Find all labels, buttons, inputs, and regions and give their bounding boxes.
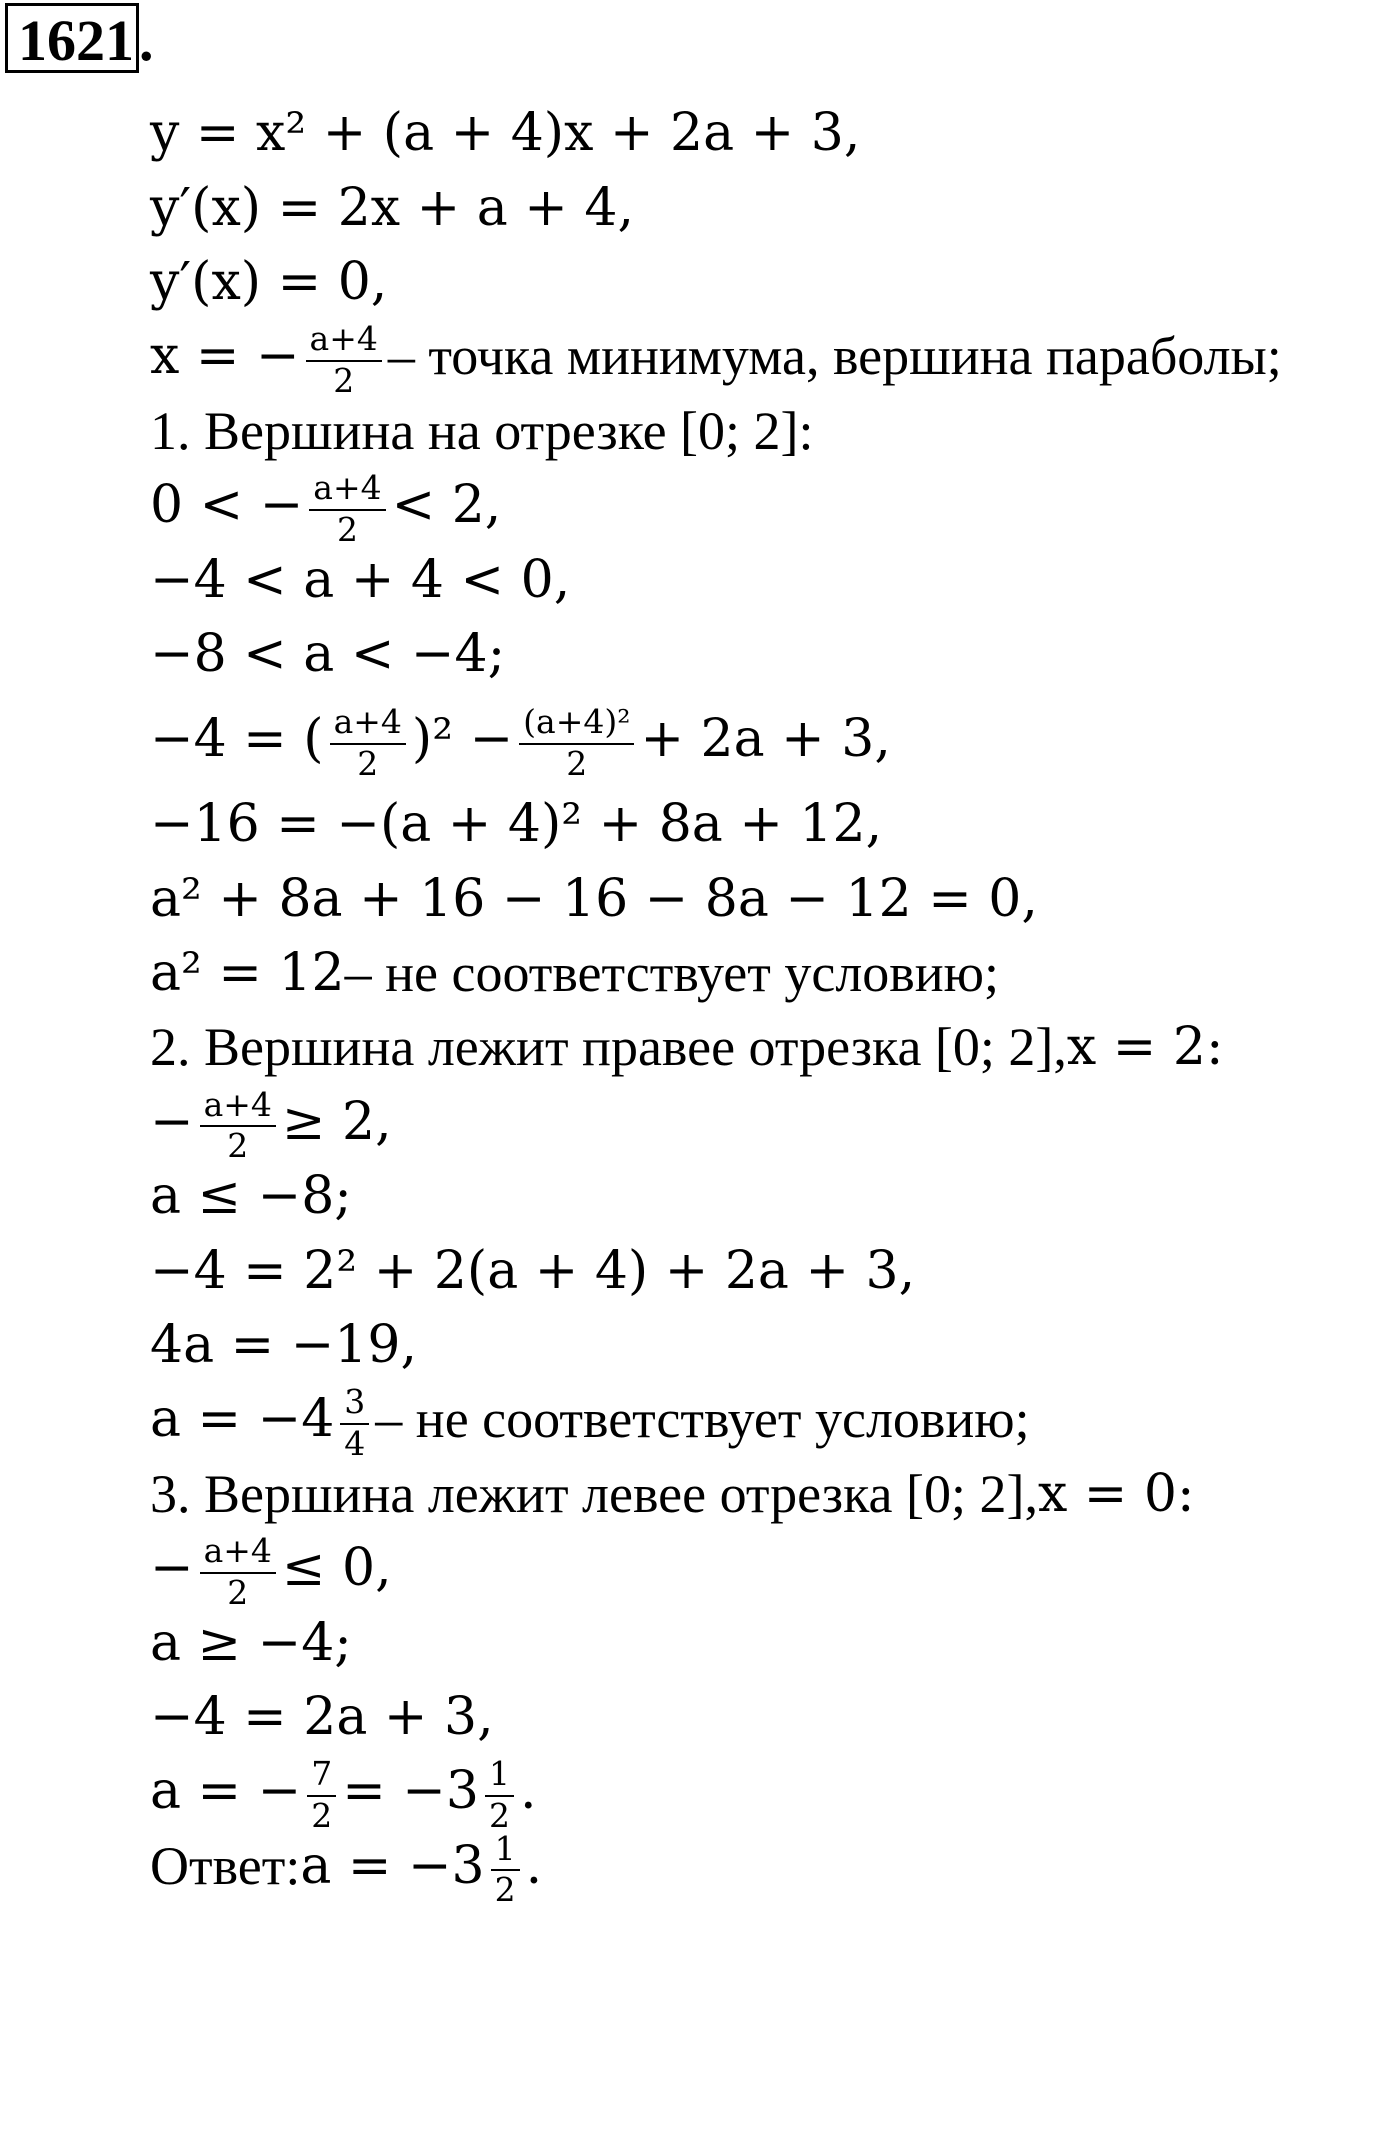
case-heading [150, 1010, 1390, 1084]
answer-label: Ответ: [150, 1835, 301, 1896]
solution-line [150, 319, 1390, 400]
fraction-denominator: 4 [344, 1423, 366, 1463]
solution-line [150, 1754, 1390, 1835]
solution-line: a² + 8a + 16 − 16 − 8a − 12 = 0, [150, 868, 1038, 929]
solution-line [150, 936, 1390, 1010]
fraction-denominator: 2 [494, 1870, 516, 1910]
fraction-denominator: 2 [333, 360, 355, 400]
formula-text: . [525, 1835, 543, 1896]
fraction-numerator: 7 [307, 1757, 336, 1797]
solution-line: a ≥ −4; [150, 1612, 352, 1673]
formula-text: ≥ 2, [281, 1091, 392, 1152]
fraction [307, 1754, 336, 1835]
solution-line: y′(x) = 2x + a + 4, [150, 177, 634, 238]
formula-text: < 2, [391, 475, 502, 536]
solution-line: 4a = −19, [150, 1315, 417, 1376]
formula-text: a² = 12 [150, 943, 345, 1004]
solution-line: −16 = −(a + 4)² + 8a + 12, [150, 794, 883, 855]
solution-line [150, 1084, 1390, 1166]
fraction [309, 468, 385, 549]
fraction [491, 1828, 520, 1910]
explanation-text: 2. Вершина лежит правее отрезка [0; 2], [150, 1017, 1067, 1078]
formula-text: −4 = ( [150, 709, 324, 770]
solution-line: a ≤ −8; [150, 1166, 352, 1227]
fraction-numerator: 1 [491, 1832, 520, 1872]
formula-text: a = − [150, 1761, 302, 1822]
solution-line [150, 691, 1390, 787]
fraction-numerator: 3 [340, 1385, 369, 1425]
solution-line: y = x² + (a + 4)x + 2a + 3, [150, 103, 861, 164]
formula-text: ≤ 0, [281, 1538, 392, 1599]
fraction-numerator: a+4 [330, 705, 406, 745]
fraction-numerator: a+4 [200, 1088, 276, 1128]
formula-text: − [150, 1091, 194, 1152]
fraction-denominator: 2 [488, 1795, 510, 1835]
formula-text: = −3 [342, 1761, 479, 1822]
explanation-text: 3. Вершина лежит левее отрезка [0; 2], [150, 1463, 1038, 1524]
solution-line [150, 1531, 1390, 1612]
fraction-numerator: a+4 [309, 471, 385, 511]
formula-text: x = − [150, 326, 300, 387]
solution-line [150, 1382, 1390, 1463]
formula-text: x = 0: [1037, 1463, 1195, 1524]
fraction [519, 701, 634, 783]
case-heading: 1. Вершина на отрезке [0; 2]: [150, 400, 814, 461]
answer-line [150, 1828, 1390, 1910]
problem-number: 1621. [5, 3, 154, 73]
fraction-denominator: 2 [227, 1126, 249, 1166]
fraction-denominator: 2 [336, 509, 358, 549]
fraction [200, 1531, 276, 1612]
solution-body [150, 96, 1390, 1910]
fraction [330, 701, 406, 783]
solution-line: −4 = 2a + 3, [150, 1687, 494, 1747]
fraction [340, 1382, 369, 1463]
fraction [200, 1084, 276, 1166]
formula-text: 0 < − [150, 475, 304, 536]
solution-line: −8 < a < −4; [150, 623, 506, 684]
explanation-text: – точка минимума, вершина параболы; [387, 326, 1282, 387]
formula-text: . [519, 1761, 537, 1822]
fraction-denominator: 2 [311, 1795, 333, 1835]
formula-text: + 2a + 3, [640, 709, 891, 770]
problem-number-box: 1621 [5, 3, 139, 73]
fraction-numerator: a+4 [200, 1534, 276, 1574]
fraction-denominator: 2 [357, 743, 379, 783]
fraction-numerator: 1 [485, 1757, 514, 1797]
fraction [306, 319, 382, 400]
formula-text: x = 2: [1066, 1017, 1224, 1078]
formula-text: )² − [411, 709, 514, 770]
explanation-text: – не соответствует условию; [375, 1389, 1030, 1450]
fraction-denominator: 2 [227, 1572, 249, 1612]
fraction-numerator: a+4 [306, 322, 382, 362]
solution-line: y′(x) = 0, [150, 251, 388, 312]
fraction-numerator: (a+4)² [519, 705, 634, 745]
formula-text: a = −3 [300, 1835, 485, 1896]
case-heading [150, 1457, 1390, 1531]
solution-line [150, 468, 1390, 549]
formula-text: − [150, 1538, 194, 1599]
fraction [485, 1754, 514, 1835]
formula-text: a = −4 [150, 1389, 335, 1450]
solution-line: −4 < a + 4 < 0, [150, 549, 571, 610]
solution-line: −4 = 2² + 2(a + 4) + 2a + 3, [150, 1240, 916, 1301]
explanation-text: – не соответствует условию; [344, 943, 1000, 1004]
fraction-denominator: 2 [566, 743, 588, 783]
